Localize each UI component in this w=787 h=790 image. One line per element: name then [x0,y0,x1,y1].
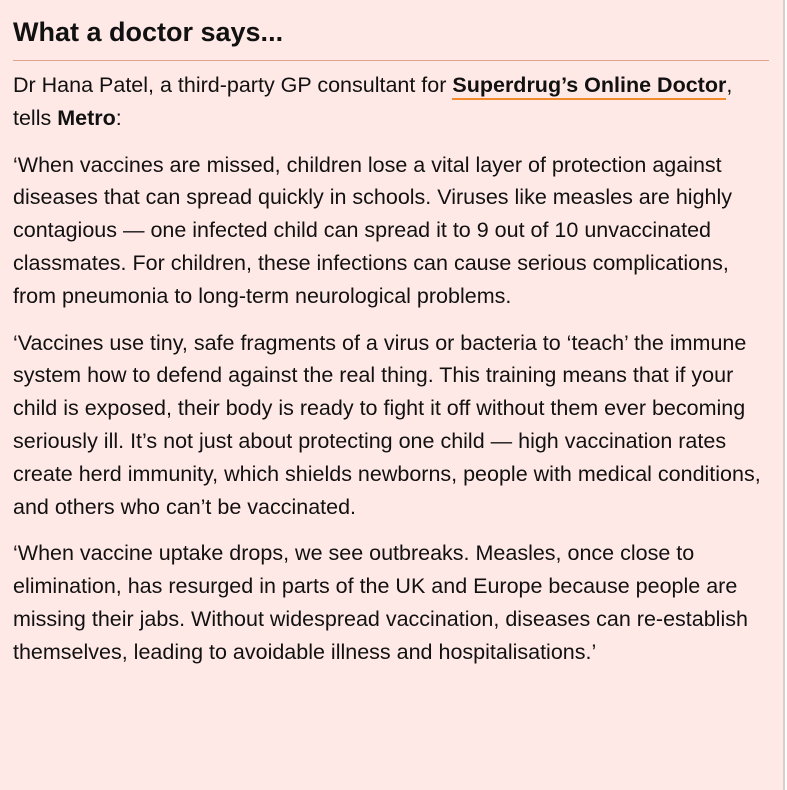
quote-paragraph-1: ‘When vaccines are missed, children lose a vital layer of protection against diseases that can spread quickly in schools. Viruses like measles are highly contagious — one infected child can spread it to 9 out of 10 unvaccinated classmates. For children, these infections can cause serious complications, from pneumonia to long-term neurological problems. [13,152,733,308]
intro-prefix: Dr Hana Patel, a third-party GP consultant for [13,73,453,97]
quote-paragraph-2: ‘Vaccines use tiny, safe fragments of a virus or bacteria to ‘teach’ the immune system how to defend against the real thing. This training means that if your child is exposed, their body is ready to fight it off without them ever becoming seriously ill. It’s not just about protecting one child — high vaccination rates create herd immunity, which shields newborns, people with medical conditions, and others who can’t be vaccinated. [13,330,761,519]
intro-suffix: : [115,105,122,130]
quote-paragraph-3: ‘When vaccine uptake drops, we see outbreaks. Measles, once close to elimination, has resurged in parts of the UK and Europe because people are missing their jabs. Without widespread vaccination, diseases can re-establish themselves, leading to avoidable illness and hospitalisations.’ [13,541,748,664]
intro-paragraph [13,69,767,135]
box-title: What a doctor says... [13,10,769,61]
publication-name: Metro [57,105,116,130]
superdrug-online-doctor-link[interactable]: Superdrug’s Online Doctor [452,73,726,100]
intro-middle: , tells [13,73,733,130]
